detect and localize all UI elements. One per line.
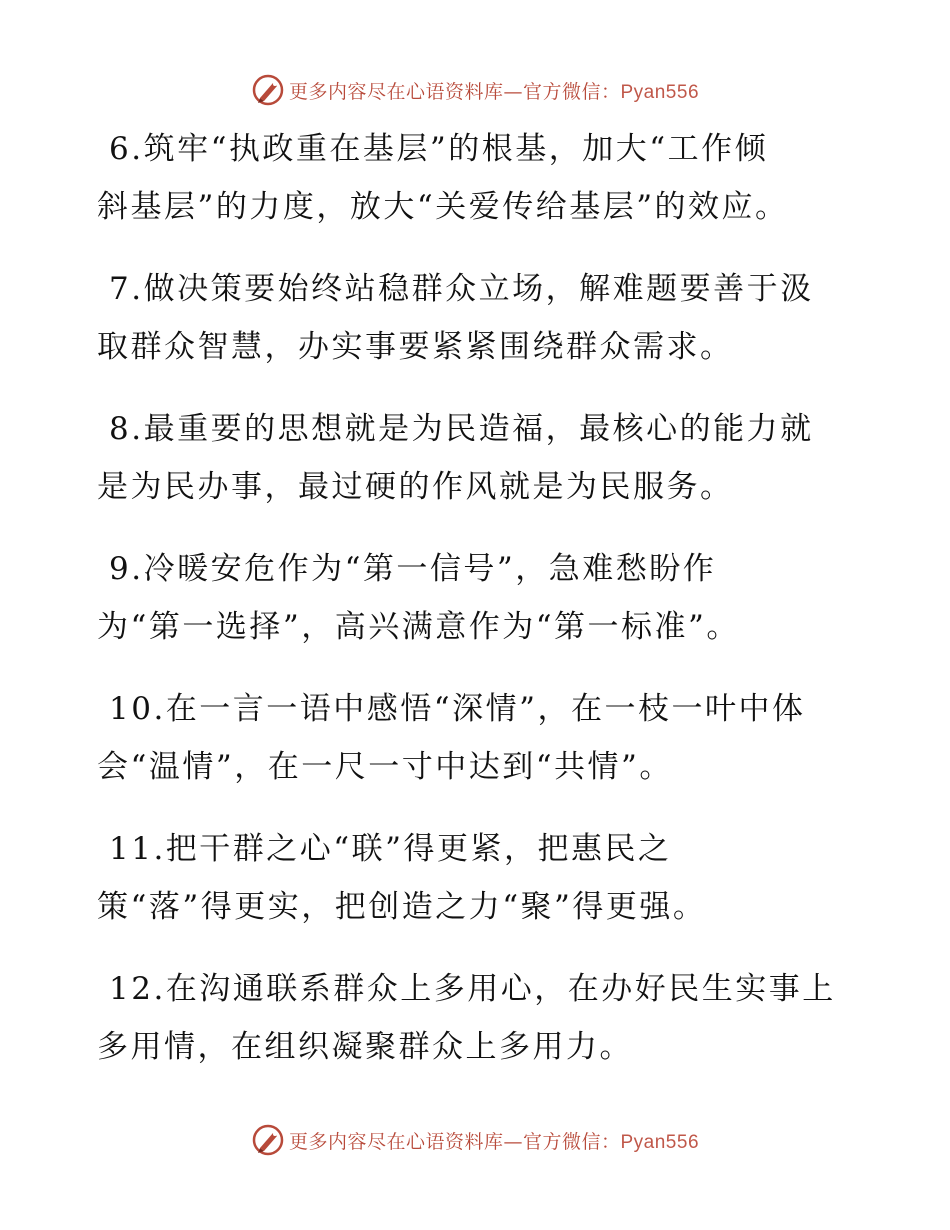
list-item-line: 取群众智慧，办实事要紧紧围绕群众需求。 [97, 329, 734, 365]
list-item-line: 12.在沟通联系群众上多用心，在办好民生实事上 [109, 971, 836, 1007]
list-item-12 [97, 960, 857, 1076]
list-item-10 [97, 680, 857, 796]
list-item-line: 10.在一言一语中感悟“深情”，在一枝一叶中体 [109, 691, 806, 727]
list-item-11 [97, 820, 857, 936]
header-banner-text: 更多内容尽在心语资料库—官方微信：Pyan556 [288, 80, 700, 103]
list-item-6 [97, 120, 857, 236]
header-banner [0, 70, 950, 110]
list-item-line: 是为民办事，最过硬的作风就是为民服务。 [97, 469, 734, 505]
list-item-line: 为“第一选择”，高兴满意作为“第一标准”。 [97, 609, 740, 645]
footer-banner-text: 更多内容尽在心语资料库—官方微信：Pyan556 [288, 1130, 700, 1153]
list-item-7 [97, 260, 857, 376]
document-body [97, 120, 857, 1100]
list-item-line: 7.做决策要始终站稳群众立场，解难题要善于汲 [109, 271, 814, 307]
list-item-line: 多用情，在组织凝聚群众上多用力。 [97, 1029, 633, 1065]
list-item-line: 9.冷暖安危作为“第一信号”，急难愁盼作 [109, 551, 717, 587]
list-item-line: 斜基层”的力度，放大“关爱传给基层”的效应。 [97, 189, 789, 225]
pen-logo-icon [251, 1123, 285, 1157]
pen-logo-icon [251, 73, 285, 107]
footer-banner [0, 1120, 950, 1160]
list-item-line: 8.最重要的思想就是为民造福，最核心的能力就 [109, 411, 814, 447]
list-item-line: 11.把干群之心“联”得更紧，把惠民之 [109, 831, 672, 867]
list-item-9 [97, 540, 857, 656]
list-item-line: 会“温情”，在一尺一寸中达到“共情”。 [97, 749, 673, 785]
list-item-line: 6.筑牢“执政重在基层”的根基，加大“工作倾 [109, 131, 769, 167]
list-item-line: 策“落”得更实，把创造之力“聚”得更强。 [97, 889, 707, 925]
header-wechat-id: Pyan556 [620, 81, 700, 103]
footer-wechat-id: Pyan556 [620, 1131, 700, 1153]
list-item-8 [97, 400, 857, 516]
